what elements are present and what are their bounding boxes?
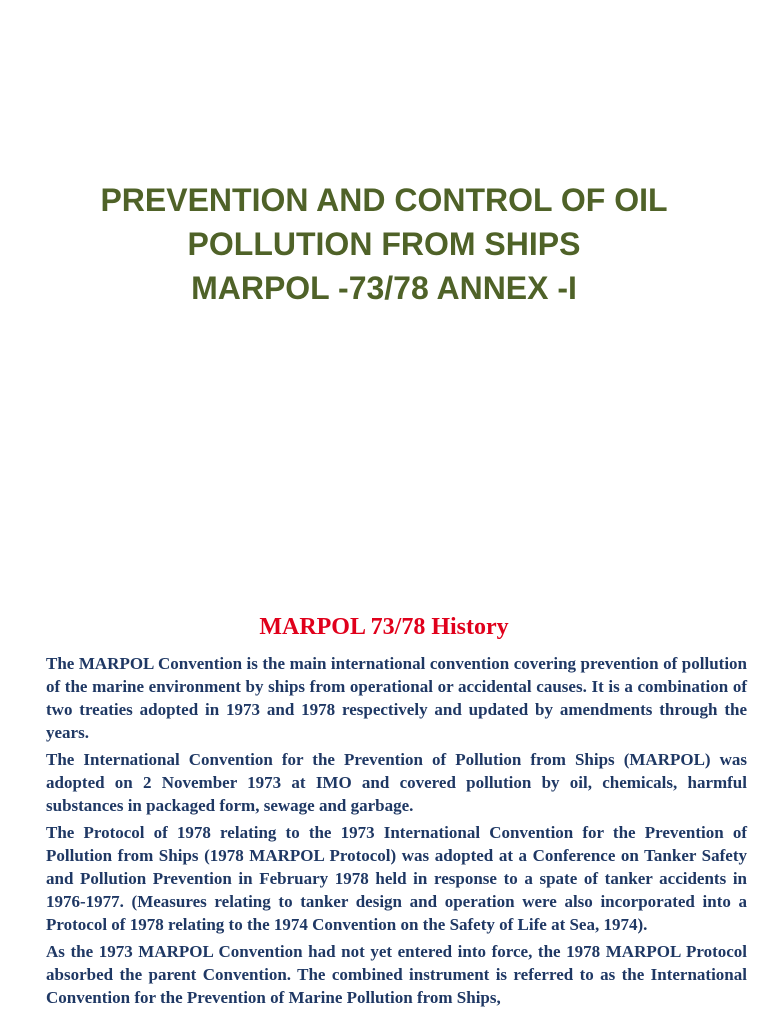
history-paragraph-2: The International Convention for the Prevention of Pollution from Ships (MARPOL) was adopted on 2 November 1973 at IMO and covered pollution by oil, chemicals, harmful substances in packaged form, sewage and garbage.	[46, 750, 747, 815]
history-heading: MARPOL 73/78 History	[259, 614, 509, 640]
history-paragraph-3: The Protocol of 1978 relating to the 1973 International Convention for the Prevention of Pollution from Ships (1978 MARPOL Protocol) was adopted at a Conference on Tanker Safety and Pollution Prevention in February 1978 held in response to a spate of tanker accidents in 1976-1977. (Measures relating to tanker design and operation were also incorporated into a Protocol of 1978 relating to the 1974 Convention on the Safety of Life at Sea, 1974).	[46, 823, 747, 934]
title-line-3: MARPOL -73/78 ANNEX -I	[191, 270, 577, 306]
title-line-1: PREVENTION AND CONTROL OF OIL	[100, 182, 668, 218]
document-title	[0, 178, 768, 310]
history-paragraph-4: As the 1973 MARPOL Convention had not yet entered into force, the 1978 MARPOL Protocol absorbed the parent Convention. The combined instrument is referred to as the International Convention for the Prevention of Marine Pollution from Ships,	[46, 942, 747, 1007]
history-body	[46, 652, 747, 1013]
title-line-2: POLLUTION FROM SHIPS	[187, 226, 581, 262]
history-paragraph-1: The MARPOL Convention is the main international convention covering prevention of pollution of the marine environment by ships from operational or accidental causes. It is a combination of two treaties adopted in 1973 and 1978 respectively and updated by amendments through the years.	[46, 654, 747, 742]
